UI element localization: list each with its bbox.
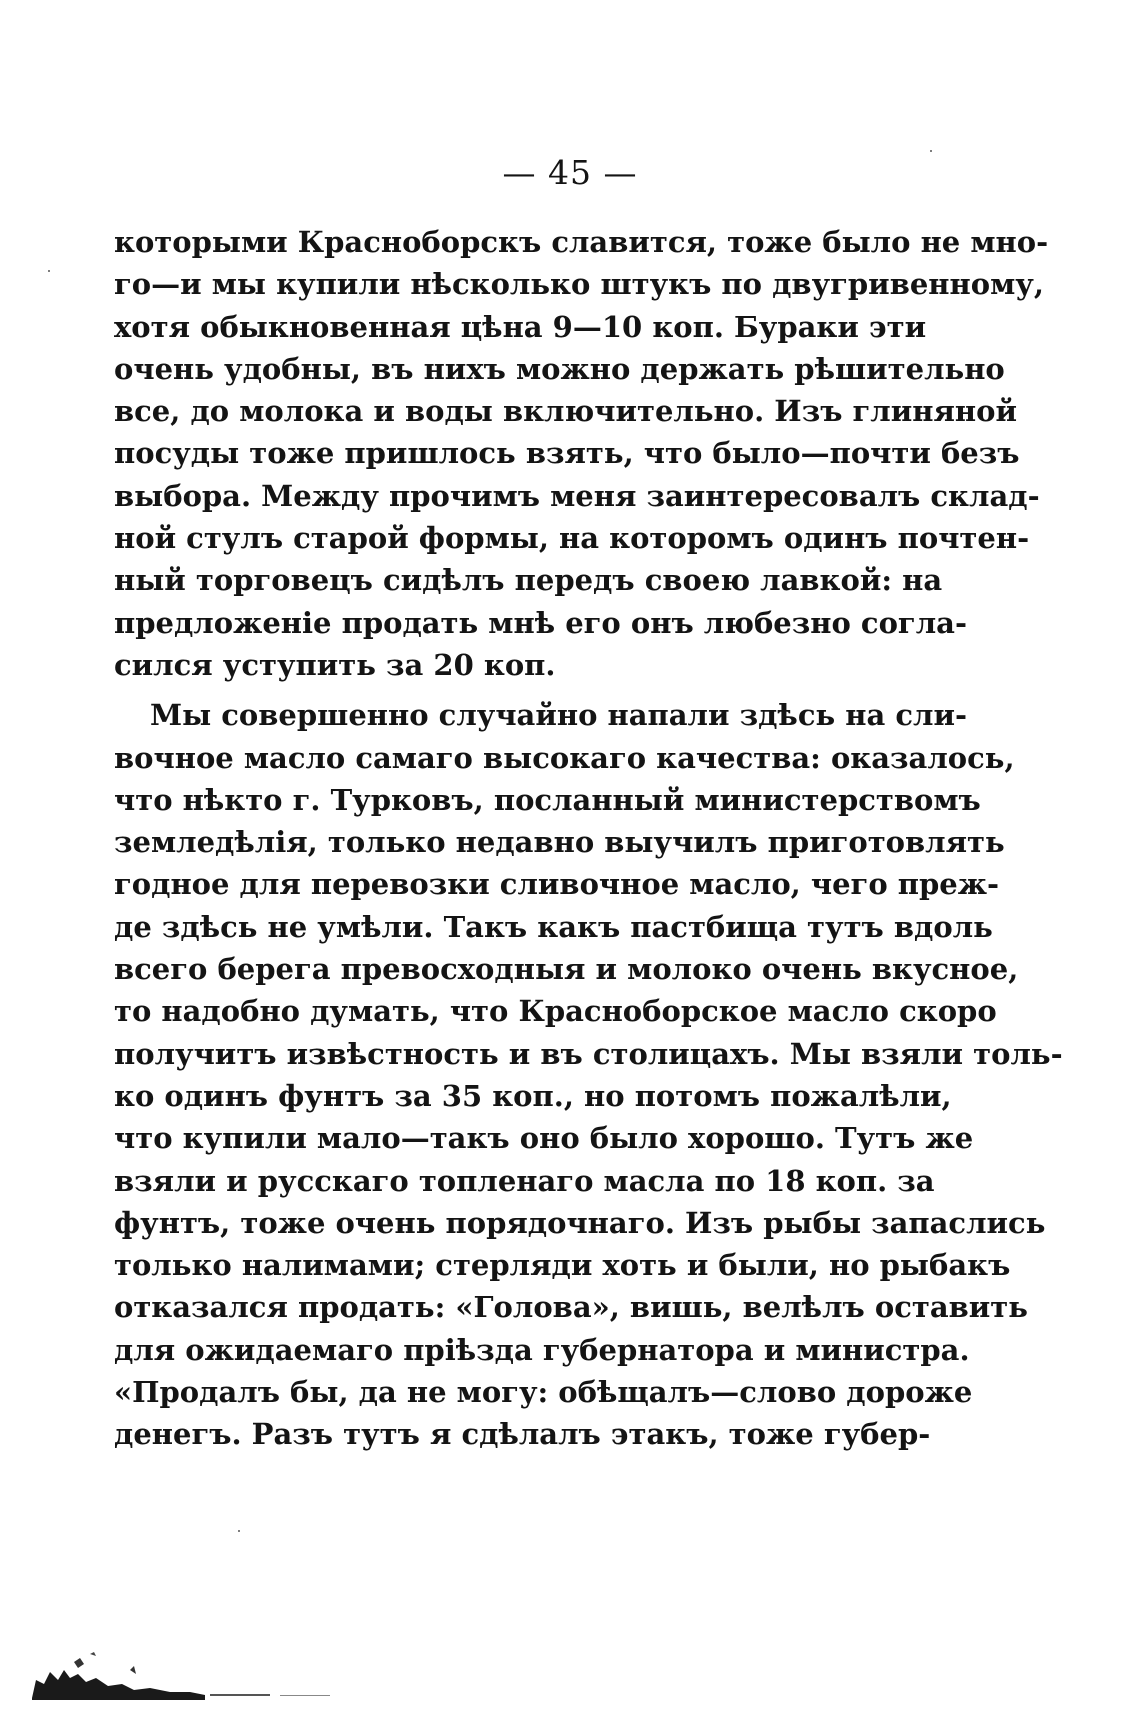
text-line: которыми Красноборскъ славится, тоже было не мно- (114, 225, 1049, 259)
text-line: вочное масло самаго высокаго качества: оказалось, (114, 740, 1015, 775)
text-line: фунтъ, тоже очень порядочнаго. Изъ рыбы запаслись (114, 1205, 1046, 1240)
text-line: Мы совершенно случайно напали здѣсь на сли- (150, 698, 968, 733)
text-line: «Продалъ бы, да не могу: обѣщалъ—слово дороже (114, 1375, 973, 1410)
page-number: — 45 — (502, 153, 638, 192)
text-line: очень удобны, въ нихъ можно держать рѣшительно (114, 351, 1005, 386)
text-line: предложеніе продать мнѣ его онъ любезно согла- (114, 605, 967, 640)
body-text (114, 221, 1063, 1456)
text-line: всего берега превосходныя и молоко очень вкусное, (114, 952, 1019, 987)
scan-speck (930, 150, 932, 152)
text-line: земледѣлія, только недавно выучилъ приготовлять (114, 825, 1005, 860)
scan-speck (48, 270, 50, 272)
text-line: сился уступить за 20 коп. (114, 647, 556, 682)
text-line: только налимами; стерляди хоть и были, но рыбакъ (114, 1248, 1011, 1283)
text-line: ный торговецъ сидѣлъ передъ своею лавкой: на (114, 563, 943, 598)
text-line: что нѣкто г. Турковъ, посланный министерствомъ (114, 782, 981, 817)
text-line: все, до молока и воды включительно. Изъ глиняной (114, 394, 1017, 429)
text-line: посуды тоже пришлось взять, что было—почти безъ (114, 436, 1020, 471)
paragraph (114, 221, 1049, 686)
paragraph (114, 694, 1063, 1455)
paragraph-gap (114, 686, 904, 694)
text-line: го—и мы купили нѣсколько штукъ по двугривенному, (114, 267, 1044, 302)
text-line: что купили мало—такъ оно было хорошо. Тутъ же (114, 1121, 974, 1156)
text-line: выбора. Между прочимъ меня заинтересовалъ склад- (114, 478, 1040, 513)
scan-speck (238, 1530, 240, 1532)
text-line: для ожидаемаго пріѣзда губернатора и министра. (114, 1332, 970, 1367)
text-line: то надобно думать, что Красноборское масло скоро (114, 994, 997, 1029)
text-line: ной стулъ старой формы, на которомъ одинъ почтен- (114, 521, 1030, 556)
scan-smudge (30, 1640, 350, 1700)
text-line: денегъ. Разъ тутъ я сдѣлалъ этакъ, тоже губер- (114, 1417, 931, 1452)
text-line: получитъ извѣстность и въ столицахъ. Мы взяли толь- (114, 1036, 1063, 1071)
text-line: взяли и русскаго топленаго масла по 18 коп. за (114, 1163, 935, 1198)
text-line: хотя обыкновенная цѣна 9—10 коп. Бураки эти (114, 309, 927, 344)
text-line: ко одинъ фунтъ за 35 коп., но потомъ пожалѣли, (114, 1078, 952, 1113)
text-line: отказался продать: «Голова», вишь, велѣлъ оставить (114, 1290, 1028, 1325)
text-line: годное для перевозки сливочное масло, чего преж- (114, 867, 1000, 902)
text-line: де здѣсь не умѣли. Такъ какъ пастбища тутъ вдоль (114, 909, 993, 944)
